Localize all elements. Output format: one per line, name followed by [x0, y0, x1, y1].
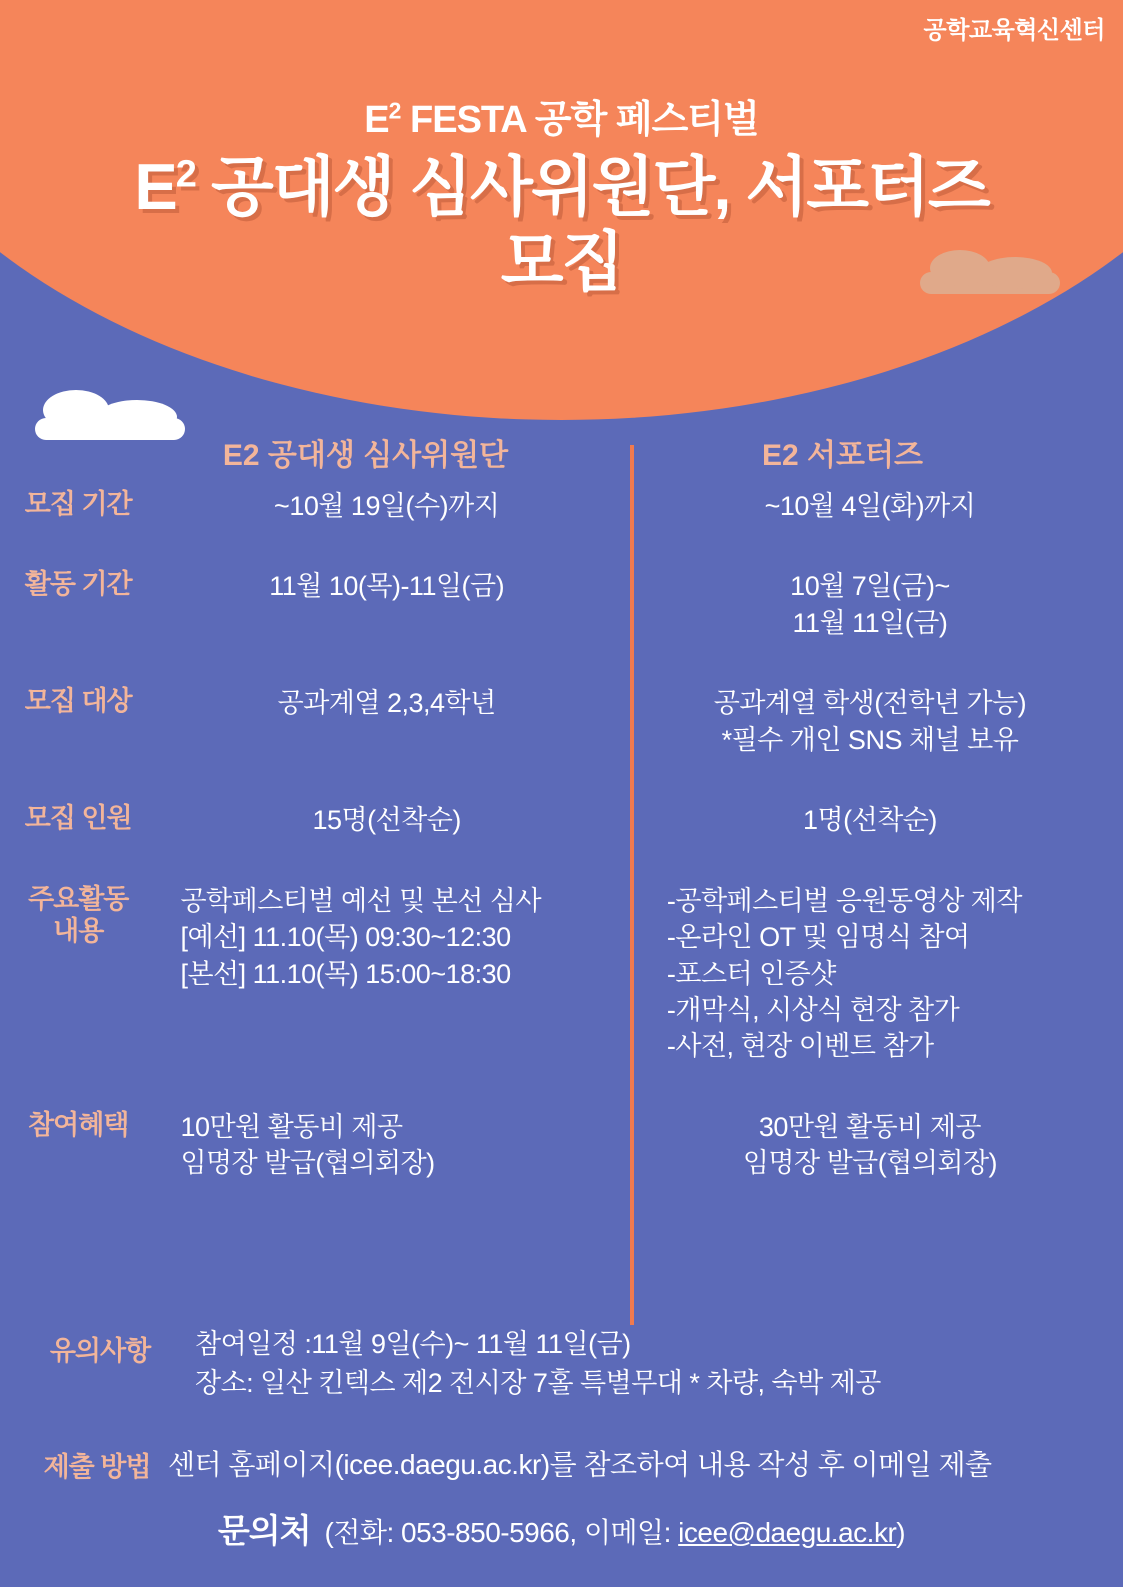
row-label-activity-period: 활동 기간 — [24, 569, 132, 600]
page-title-superscript: 2 — [175, 153, 195, 196]
row-right-headcount: 1명(선착순) — [803, 805, 937, 836]
row-label-recruit-period: 모집 기간 — [24, 489, 132, 519]
row-left-activity-period: 11월 10(목)-11일(금) — [269, 571, 505, 602]
row-right-activity-period: 10월 7일(금)~ 11월 11일(금) — [790, 571, 950, 638]
submit-label: 제출 방법 — [43, 1452, 151, 1482]
table-row — [0, 685, 1123, 802]
row-right-target: 공과계열 학생(전학년 가능) *필수 개인 SNS 채널 보유 — [713, 688, 1027, 755]
organization-label: 공학교육혁신센터 — [923, 17, 1105, 44]
comparison-table — [0, 488, 1123, 1182]
contact-body — [325, 1517, 906, 1548]
row-label-headcount: 모집 인원 — [24, 803, 132, 834]
row-right-benefits: 30만원 활동비 제공 임명장 발급(협의회장) — [742, 1111, 998, 1179]
row-left-recruit-period: ~10월 19일(수)까지 — [274, 491, 500, 521]
table-row — [0, 1109, 1123, 1182]
page-title-line2: 모집 — [500, 224, 623, 298]
notice-body: 참여일정 :11월 9일(수)~ 11월 11일(금) 장소: 일산 킨텍스 제2 전시장 7홀 특별무대 * 차량, 숙박 제공 — [195, 1329, 881, 1399]
row-label-target: 모집 대상 — [24, 686, 132, 717]
notice-label: 유의사항 — [49, 1336, 151, 1366]
contact-email-link[interactable]: icee@daegu.ac.kr — [678, 1517, 897, 1548]
cloud-icon-tan — [920, 248, 1060, 294]
contact-section — [0, 1505, 1123, 1552]
submit-body: 센터 홈페이지(icee.daegu.ac.kr)를 참조하여 내용 작성 후 이메일 제출 — [168, 1449, 992, 1480]
festival-subtitle-prefix: E — [364, 99, 389, 141]
festival-subtitle-rest: FESTA 공학 페스티벌 — [400, 99, 759, 141]
column-header-supporters: E2 서포터즈 — [762, 439, 923, 472]
table-row — [0, 568, 1123, 685]
festival-subtitle — [0, 88, 1123, 143]
row-label-benefits: 참여혜택 — [28, 1109, 129, 1140]
row-left-target: 공과계열 2,3,4학년 — [277, 688, 496, 719]
column-header-judges: E2 공대생 심사위원단 — [222, 439, 509, 472]
column-divider — [630, 445, 634, 1325]
contact-label: 문의처 — [217, 1512, 311, 1549]
row-left-headcount: 15명(선착순) — [312, 805, 461, 836]
table-row — [0, 802, 1123, 882]
festival-subtitle-superscript: 2 — [388, 97, 401, 124]
row-right-recruit-period: ~10월 4일(화)까지 — [764, 491, 976, 521]
contact-suffix: ) — [896, 1517, 906, 1548]
row-label-activities: 주요활동 내용 — [28, 883, 129, 947]
row-right-activities: -공학페스티벌 응원동영상 제작 -온라인 OT 및 임명식 참여 -포스터 인증샷 -개막식, 시상식 현장 참가 -사전, 현장 이벤트 참가 — [666, 885, 1022, 1062]
page-title-prefix: E — [134, 150, 176, 223]
row-left-benefits: 10만원 활동비 제공 임명장 발급(협의회장) — [180, 1111, 435, 1179]
cloud-icon-white — [35, 392, 185, 440]
contact-prefix: (전화: 053-850-5966, 이메일: — [324, 1517, 679, 1548]
page-title-line1 — [0, 150, 1123, 225]
table-row — [0, 488, 1123, 568]
row-left-activities: 공학페스티벌 예선 및 본선 심사 [예선] 11.10(목) 09:30~12:30 [본선] 11.10(목) 15:00~18:30 — [180, 885, 542, 989]
page-title-text: 공대생 심사위원단, 서포터즈 — [194, 150, 989, 223]
table-row — [0, 883, 1123, 1109]
